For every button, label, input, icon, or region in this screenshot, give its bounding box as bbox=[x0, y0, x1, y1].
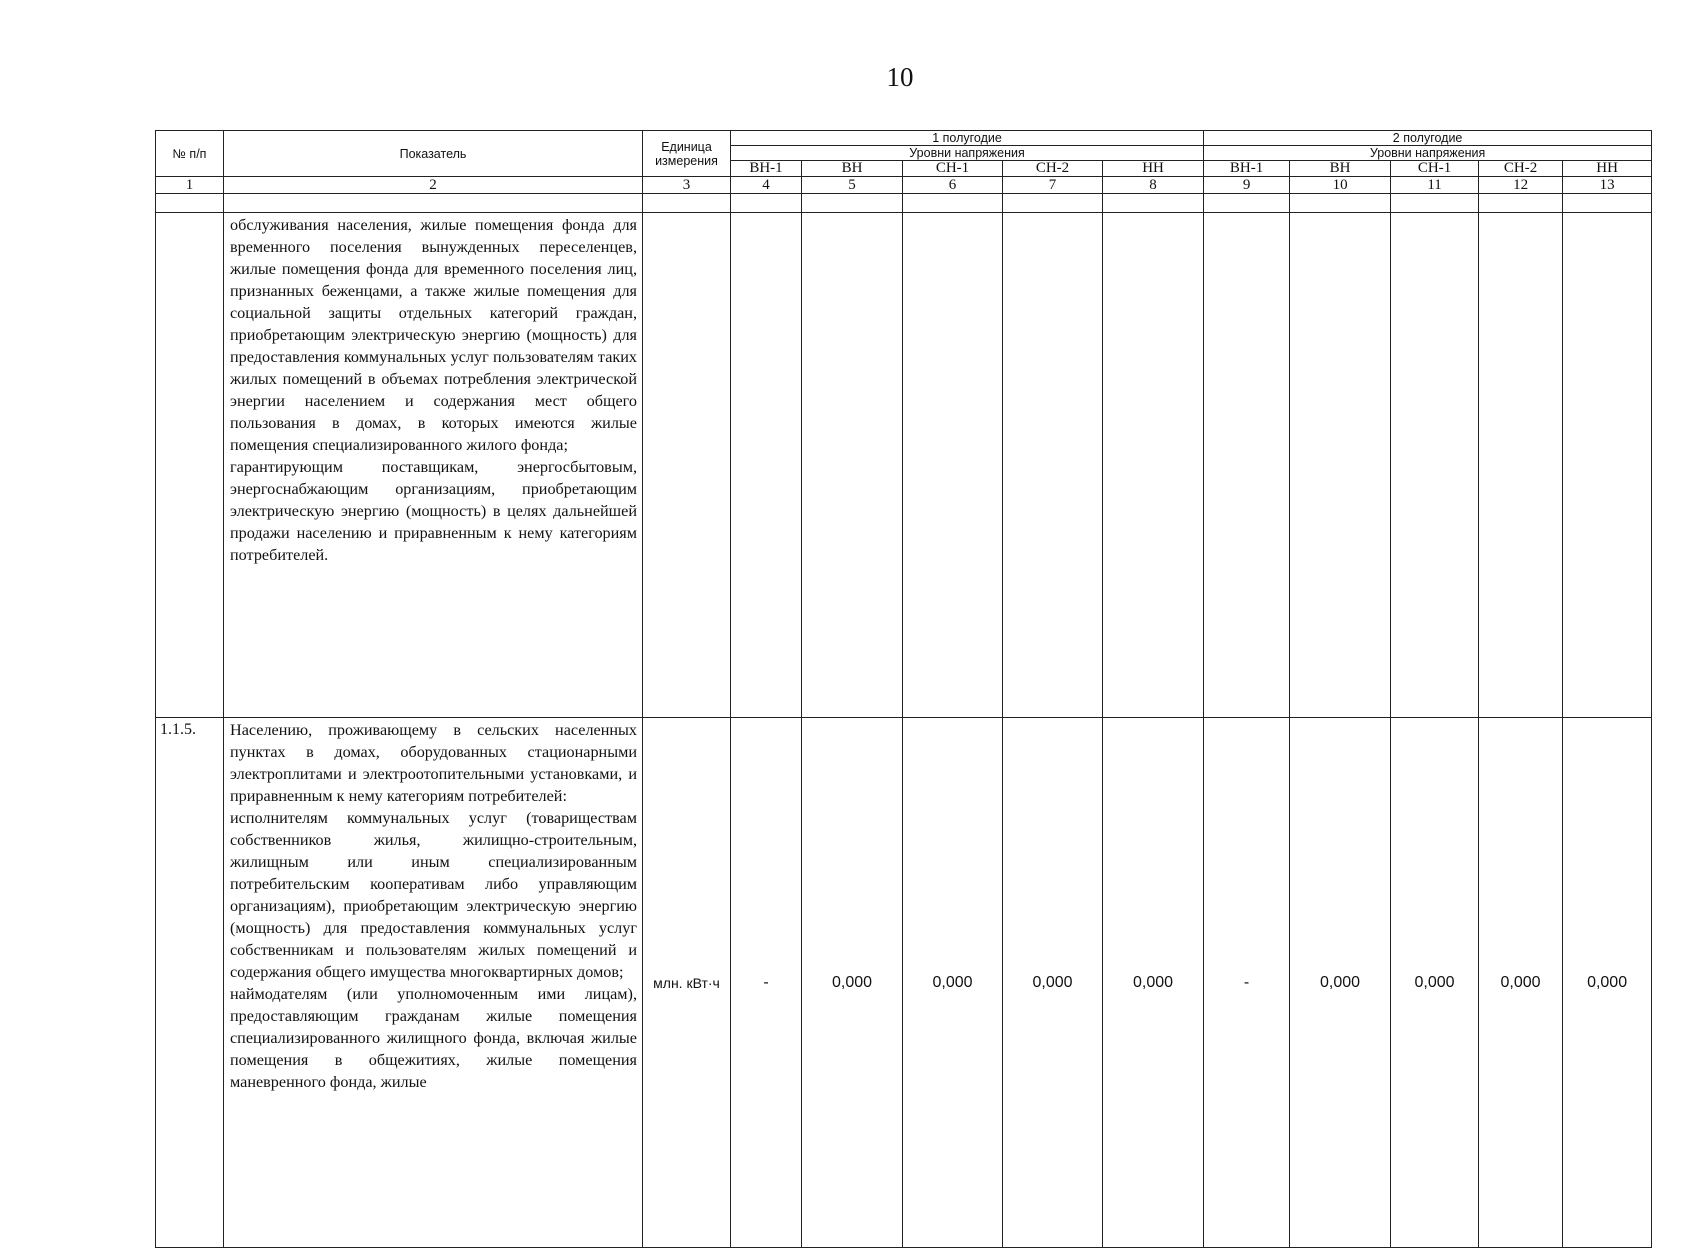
description-paragraph: наймодателям (или уполномоченным ими лицам), предоставляющим гражданам жилые помещения специализированного жилищного фонда, включая жилые помещения в общежитиях, жилые помещения маневренного фонда, жилые bbox=[230, 985, 637, 1091]
value-cell bbox=[1563, 213, 1652, 718]
column-numbers-row bbox=[156, 177, 1652, 194]
column-number: 2 bbox=[224, 177, 643, 194]
column-number: 13 bbox=[1563, 177, 1652, 194]
row-number bbox=[156, 213, 224, 718]
table-row bbox=[156, 213, 1652, 718]
description-paragraph: Населению, проживающему в сельских населенных пунктах в домах, оборудованных стационарными электроплитами и электроотопительными установками, и приравненным к нему категориям потребителей: bbox=[230, 721, 637, 805]
voltage-level-header: СН-1 bbox=[903, 161, 1003, 177]
header-indicator: Показатель bbox=[224, 131, 643, 177]
unit-cell: млн. кВт·ч bbox=[643, 718, 731, 1248]
description-paragraph: исполнителям коммунальных услуг (товариществам собственников жилья, жилищно-строительным, жилищным или иным специализированным потребительским кооперативам либо управляющим организациям), приобретающим электрическую энергию (мощность) для предоставления коммунальных услуг собственникам и пользователям жилых помещений и содержания общего имущества многоквартирных домов; bbox=[230, 809, 637, 981]
row-number: 1.1.5. bbox=[156, 718, 224, 1248]
value-cell: - bbox=[1204, 718, 1290, 1248]
spacer-row bbox=[156, 194, 1652, 213]
value-cell: 0,000 bbox=[1103, 718, 1204, 1248]
header-unit: Единица измерения bbox=[643, 131, 731, 177]
value-cell bbox=[1204, 213, 1290, 718]
column-number: 3 bbox=[643, 177, 731, 194]
voltage-level-header: СН-2 bbox=[1479, 161, 1563, 177]
description-paragraph: обслуживания населения, жилые помещения фонда для временного поселения вынужденных переселенцев, жилые помещения фонда для временного поселения лиц, признанных беженцами, а также жилые помещения для социальной защиты отдельных категорий граждан, приобретающим электрическую энергию (мощность) для предоставления коммунальных услуг пользователям таких жилых помещений в объемах потребления электрической энергии населением и содержания мест общего пользования в домах, в которых имеются жилые помещения специализированного жилого фонда; bbox=[230, 216, 637, 454]
voltage-level-header: НН bbox=[1563, 161, 1652, 177]
value-cell: - bbox=[731, 718, 802, 1248]
unit-cell bbox=[643, 213, 731, 718]
column-number: 12 bbox=[1479, 177, 1563, 194]
header-half-2: 2 полугодие bbox=[1204, 131, 1652, 146]
value-cell bbox=[903, 213, 1003, 718]
voltage-level-header: ВН bbox=[802, 161, 903, 177]
column-number: 4 bbox=[731, 177, 802, 194]
column-number: 6 bbox=[903, 177, 1003, 194]
voltage-level-header: НН bbox=[1103, 161, 1204, 177]
value-cell bbox=[802, 213, 903, 718]
column-number: 5 bbox=[802, 177, 903, 194]
value-cell bbox=[731, 213, 802, 718]
header-levels-2: Уровни напряжения bbox=[1204, 146, 1652, 161]
voltage-level-header: ВН bbox=[1290, 161, 1391, 177]
value-cell: 0,000 bbox=[903, 718, 1003, 1248]
column-number: 7 bbox=[1003, 177, 1103, 194]
indicator-description bbox=[224, 718, 643, 1248]
table-row bbox=[156, 718, 1652, 1248]
value-cell bbox=[1479, 213, 1563, 718]
description-paragraph: гарантирующим поставщикам, энергосбытовым, энергоснабжающим организациям, приобретающим электрическую энергию (мощность) в целях дальнейшей продажи населению и приравненным к нему категориям потребителей. bbox=[230, 458, 637, 564]
column-number: 1 bbox=[156, 177, 224, 194]
column-number: 11 bbox=[1391, 177, 1479, 194]
value-cell: 0,000 bbox=[802, 718, 903, 1248]
voltage-level-header: СН-1 bbox=[1391, 161, 1479, 177]
value-cell: 0,000 bbox=[1479, 718, 1563, 1248]
voltage-level-header: СН-2 bbox=[1003, 161, 1103, 177]
value-cell: 0,000 bbox=[1563, 718, 1652, 1248]
value-cell bbox=[1391, 213, 1479, 718]
column-number: 8 bbox=[1103, 177, 1204, 194]
value-cell bbox=[1290, 213, 1391, 718]
header-half-1: 1 полугодие bbox=[731, 131, 1204, 146]
value-cell bbox=[1103, 213, 1204, 718]
value-cell: 0,000 bbox=[1290, 718, 1391, 1248]
value-cell bbox=[1003, 213, 1103, 718]
header-levels-1: Уровни напряжения bbox=[731, 146, 1204, 161]
voltage-level-header: ВН-1 bbox=[1204, 161, 1290, 177]
header-num: № п/п bbox=[156, 131, 224, 177]
value-cell: 0,000 bbox=[1003, 718, 1103, 1248]
data-table bbox=[155, 130, 1652, 1248]
voltage-level-header: ВН-1 bbox=[731, 161, 802, 177]
indicator-description bbox=[224, 213, 643, 718]
value-cell: 0,000 bbox=[1391, 718, 1479, 1248]
page-number: 10 bbox=[886, 62, 914, 92]
column-number: 10 bbox=[1290, 177, 1391, 194]
column-number: 9 bbox=[1204, 177, 1290, 194]
